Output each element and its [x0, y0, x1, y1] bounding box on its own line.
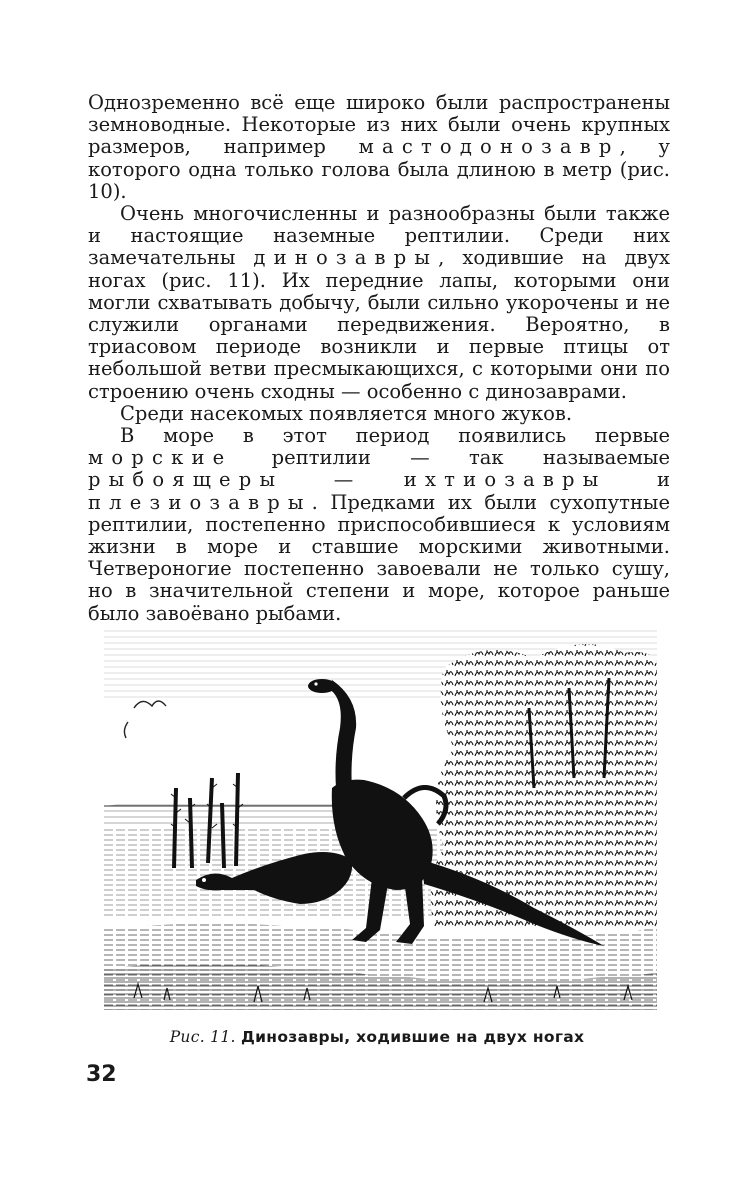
text-run: Среди насекомых появляется много жуков.	[120, 401, 573, 425]
spaced-term: мастодонозавр	[358, 135, 620, 159]
paragraph	[88, 203, 670, 403]
text-run: , ходившие на двух ногах (рис. 11). Их передние лапы, которыми они могли схватывать добычу, были сильно укорочены и не служили органами передвижения. Вероятно, в триасовом периоде возникли и первые птицы от небольшой ветви пресмыкающихся, с которыми они по строению очень сходны — особенно с динозаврами.	[88, 246, 670, 403]
figure-drawing	[104, 628, 657, 1010]
text-run: В море в этот период появились первые	[120, 424, 670, 448]
text-run: рептилии — так называемые	[232, 446, 670, 470]
figure-caption	[0, 1028, 754, 1046]
paragraph	[88, 92, 670, 203]
spaced-term: ихтиозавры	[403, 468, 607, 492]
text-run: и	[606, 468, 670, 492]
page-number: 32	[86, 1062, 117, 1087]
caption-label: Рис. 11.	[169, 1028, 236, 1046]
paragraph	[88, 403, 670, 425]
spaced-term: динозавры	[253, 246, 439, 270]
text-run: . Предками их были сухопутные рептилии, постепенно приспособившиеся к условиям жизни в море и ставшие морскими животными. Четвероногие постепенно завоевали не только сушу, но в значительной степени и море, которое раньше было завоёвано рыбами.	[88, 490, 670, 625]
text-run: Очень многочисленны и разнообразны были также и настоящие наземные рептилии. Среди них замечательны	[88, 202, 670, 270]
body-text	[88, 92, 670, 625]
text-run: , у которого одна только голова была длиною в метр (рис. 10).	[88, 135, 671, 203]
text-run: —	[283, 468, 404, 492]
spaced-term: рыбоящеры	[88, 468, 284, 492]
text-run: Однозременно всё еще широко были распространены земноводные. Некоторые из них были очень крупных размеров, например	[88, 91, 670, 159]
spaced-term: морские	[88, 446, 233, 470]
paragraph	[88, 425, 670, 625]
spaced-term: плезиозавры	[88, 490, 312, 514]
caption-text: Динозавры, ходившие на двух ногах	[241, 1028, 585, 1046]
dinosaur-illustration	[104, 628, 657, 1010]
